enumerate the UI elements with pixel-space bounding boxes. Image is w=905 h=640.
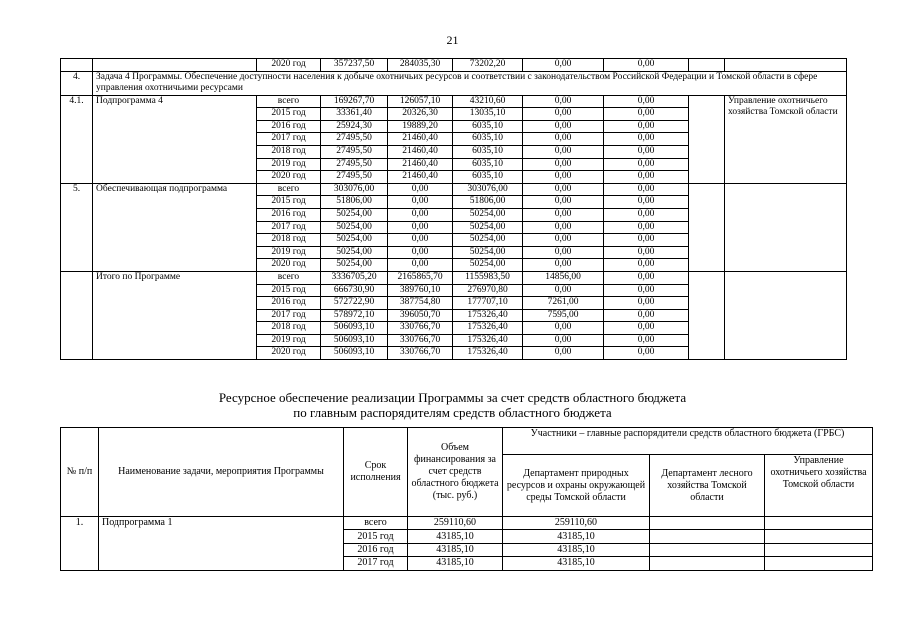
value-cell: 27495,50 [321, 145, 388, 158]
num-cell: 4.1. [61, 95, 93, 183]
header-name: Наименование задачи, мероприятия Программы [99, 428, 344, 517]
value-cell: 0,00 [604, 246, 689, 259]
value-cell: 0,00 [604, 221, 689, 234]
value-cell: 276970,80 [453, 284, 523, 297]
value-cell: 0,00 [388, 221, 453, 234]
header-dept-forestry: Департамент лесного хозяйства Томской области [650, 455, 765, 517]
spacer-cell [689, 59, 725, 72]
dept-natural-resources-cell: 43185,10 [503, 557, 650, 570]
name-cell: Подпрограмма 4 [93, 95, 257, 183]
value-cell: 0,00 [604, 309, 689, 322]
value-cell: 303076,00 [321, 183, 388, 196]
value-cell: 0,00 [523, 59, 604, 72]
year-cell: 2019 год [257, 334, 321, 347]
value-cell: 666730,90 [321, 284, 388, 297]
year-cell: 2017 год [344, 557, 408, 570]
value-cell: 13035,10 [453, 108, 523, 121]
header-term: Срок исполнения [344, 428, 408, 517]
value-cell: 0,00 [388, 234, 453, 247]
value-cell: 0,00 [523, 133, 604, 146]
dept-forestry-cell [650, 517, 765, 530]
dept-natural-resources-cell: 43185,10 [503, 543, 650, 556]
value-cell: 396050,70 [388, 309, 453, 322]
value-cell: 0,00 [523, 158, 604, 171]
value-cell: 0,00 [604, 284, 689, 297]
table-row [61, 517, 873, 530]
year-cell: 2020 год [257, 259, 321, 272]
value-cell: 6035,10 [453, 158, 523, 171]
dept-natural-resources-cell: 259110,60 [503, 517, 650, 530]
value-cell: 0,00 [604, 322, 689, 335]
value-cell: 169267,70 [321, 95, 388, 108]
funding-table-continued [60, 58, 847, 360]
value-cell: 6035,10 [453, 133, 523, 146]
dept-hunting-cell [765, 517, 873, 530]
year-cell: 2015 год [344, 530, 408, 543]
spacer-cell [689, 271, 725, 359]
year-cell: 2015 год [257, 108, 321, 121]
value-cell: 506093,10 [321, 322, 388, 335]
spacer-cell [689, 183, 725, 271]
value-cell: 0,00 [523, 208, 604, 221]
dept-hunting-cell [765, 557, 873, 570]
value-cell: 0,00 [388, 246, 453, 259]
volume-cell: 43185,10 [408, 543, 503, 556]
num-cell [61, 271, 93, 359]
dept-hunting-cell [765, 530, 873, 543]
name-cell: Обеспечивающая подпрограмма [93, 183, 257, 271]
task-row [61, 71, 847, 95]
value-cell: 50254,00 [321, 259, 388, 272]
value-cell: 27495,50 [321, 158, 388, 171]
value-cell: 27495,50 [321, 133, 388, 146]
page-number: 21 [446, 33, 459, 47]
value-cell: 73202,20 [453, 59, 523, 72]
num-cell: 5. [61, 183, 93, 271]
year-cell: 2018 год [257, 322, 321, 335]
value-cell: 387754,80 [388, 297, 453, 310]
year-cell: всего [257, 183, 321, 196]
year-cell: 2015 год [257, 284, 321, 297]
value-cell: 20326,30 [388, 108, 453, 121]
value-cell: 175326,40 [453, 309, 523, 322]
dept-forestry-cell [650, 530, 765, 543]
name-cell: Подпрограмма 1 [99, 517, 344, 571]
value-cell: 0,00 [523, 171, 604, 184]
executor-cell [725, 271, 847, 359]
header-dept-hunting: Управление охотничьего хозяйства Томской области [765, 455, 873, 517]
value-cell: 0,00 [604, 334, 689, 347]
year-cell: 2020 год [257, 347, 321, 360]
value-cell: 357237,50 [321, 59, 388, 72]
value-cell: 578972,10 [321, 309, 388, 322]
volume-cell: 43185,10 [408, 530, 503, 543]
value-cell: 330766,70 [388, 334, 453, 347]
value-cell: 0,00 [523, 120, 604, 133]
volume-cell: 43185,10 [408, 557, 503, 570]
value-cell: 330766,70 [388, 322, 453, 335]
value-cell: 7261,00 [523, 297, 604, 310]
value-cell: 51806,00 [453, 196, 523, 209]
value-cell: 330766,70 [388, 347, 453, 360]
table-row [61, 95, 847, 108]
value-cell: 0,00 [604, 259, 689, 272]
value-cell: 21460,40 [388, 171, 453, 184]
value-cell: 0,00 [604, 208, 689, 221]
value-cell: 50254,00 [321, 221, 388, 234]
year-cell: 2015 год [257, 196, 321, 209]
value-cell: 0,00 [523, 183, 604, 196]
year-cell: всего [344, 517, 408, 530]
value-cell: 21460,40 [388, 133, 453, 146]
task-num: 4. [61, 71, 93, 95]
header-num: № п/п [61, 428, 99, 517]
value-cell: 0,00 [523, 221, 604, 234]
year-cell: 2017 год [257, 309, 321, 322]
grbs-funding-table [60, 427, 873, 571]
value-cell: 0,00 [604, 196, 689, 209]
volume-cell: 259110,60 [408, 517, 503, 530]
value-cell: 0,00 [523, 322, 604, 335]
value-cell: 51806,00 [321, 196, 388, 209]
value-cell: 175326,40 [453, 334, 523, 347]
num-cell: 1. [61, 517, 99, 571]
value-cell: 43210,60 [453, 95, 523, 108]
value-cell: 33361,40 [321, 108, 388, 121]
value-cell: 0,00 [523, 347, 604, 360]
spacer-cell [689, 95, 725, 183]
value-cell: 0,00 [604, 171, 689, 184]
value-cell: 0,00 [604, 59, 689, 72]
value-cell: 175326,40 [453, 322, 523, 335]
value-cell: 3336705,20 [321, 271, 388, 284]
name-cell: Итого по Программе [93, 271, 257, 359]
dept-forestry-cell [650, 543, 765, 556]
value-cell: 21460,40 [388, 145, 453, 158]
year-cell: 2017 год [257, 221, 321, 234]
dept-natural-resources-cell: 43185,10 [503, 530, 650, 543]
header-dept-natural-resources: Департамент природных ресурсов и охраны окружающей среды Томской области [503, 455, 650, 517]
value-cell: 177707,10 [453, 297, 523, 310]
year-cell: 2020 год [257, 59, 321, 72]
value-cell: 6035,10 [453, 120, 523, 133]
value-cell: 21460,40 [388, 158, 453, 171]
value-cell: 0,00 [523, 196, 604, 209]
year-cell: 2019 год [257, 246, 321, 259]
value-cell: 284035,30 [388, 59, 453, 72]
value-cell: 0,00 [604, 108, 689, 121]
task-text: Задача 4 Программы. Обеспечение доступности населения к добыче охотничьих ресурсов и соответствии с законодательством Российской Федерации и Томской области в сфере управления охотничьими ресурсами [93, 71, 847, 95]
value-cell: 0,00 [388, 259, 453, 272]
value-cell: 50254,00 [453, 208, 523, 221]
value-cell: 0,00 [604, 133, 689, 146]
value-cell: 0,00 [604, 347, 689, 360]
value-cell: 6035,10 [453, 145, 523, 158]
value-cell: 0,00 [523, 246, 604, 259]
value-cell: 50254,00 [453, 234, 523, 247]
value-cell: 0,00 [604, 145, 689, 158]
value-cell: 7595,00 [523, 309, 604, 322]
table-row [61, 59, 847, 72]
value-cell: 0,00 [604, 120, 689, 133]
dept-hunting-cell [765, 543, 873, 556]
executor-cell [725, 59, 847, 72]
value-cell: 0,00 [523, 145, 604, 158]
value-cell: 50254,00 [453, 221, 523, 234]
section-title-line-1: Ресурсное обеспечение реализации Программы за счет средств областного бюджета [218, 390, 687, 405]
value-cell: 6035,10 [453, 171, 523, 184]
value-cell: 0,00 [604, 234, 689, 247]
value-cell: 303076,00 [453, 183, 523, 196]
value-cell: 0,00 [604, 158, 689, 171]
value-cell: 14856,00 [523, 271, 604, 284]
value-cell: 19889,20 [388, 120, 453, 133]
value-cell: 572722,90 [321, 297, 388, 310]
value-cell: 50254,00 [321, 234, 388, 247]
value-cell: 0,00 [523, 334, 604, 347]
year-cell: 2016 год [257, 120, 321, 133]
year-cell: 2020 год [257, 171, 321, 184]
value-cell: 0,00 [523, 259, 604, 272]
year-cell: всего [257, 271, 321, 284]
value-cell: 1155983,50 [453, 271, 523, 284]
year-cell: 2017 год [257, 133, 321, 146]
value-cell: 0,00 [604, 297, 689, 310]
dept-forestry-cell [650, 557, 765, 570]
value-cell: 0,00 [523, 108, 604, 121]
value-cell: 0,00 [523, 284, 604, 297]
value-cell: 0,00 [388, 196, 453, 209]
value-cell: 0,00 [523, 95, 604, 108]
year-cell: 2016 год [257, 297, 321, 310]
value-cell: 2165865,70 [388, 271, 453, 284]
header-volume: Объем финансирования за счет средств областного бюджета (тыс. руб.) [408, 428, 503, 517]
value-cell: 50254,00 [321, 246, 388, 259]
year-cell: 2019 год [257, 158, 321, 171]
executor-cell [725, 183, 847, 271]
value-cell: 126057,10 [388, 95, 453, 108]
header-participants: Участники – главные распорядители средств областного бюджета (ГРБС) [503, 428, 873, 455]
value-cell: 0,00 [604, 183, 689, 196]
year-cell: всего [257, 95, 321, 108]
name-cell [93, 59, 257, 72]
value-cell: 389760,10 [388, 284, 453, 297]
value-cell: 175326,40 [453, 347, 523, 360]
value-cell: 0,00 [604, 95, 689, 108]
value-cell: 506093,10 [321, 334, 388, 347]
year-cell: 2016 год [344, 543, 408, 556]
section-title-line-2: по главным распорядителям средств областного бюджета [293, 405, 612, 420]
year-cell: 2018 год [257, 145, 321, 158]
year-cell: 2018 год [257, 234, 321, 247]
value-cell: 0,00 [388, 183, 453, 196]
value-cell: 0,00 [604, 271, 689, 284]
value-cell: 506093,10 [321, 347, 388, 360]
year-cell: 2016 год [257, 208, 321, 221]
value-cell: 50254,00 [321, 208, 388, 221]
value-cell: 50254,00 [453, 246, 523, 259]
value-cell: 25924,30 [321, 120, 388, 133]
num-cell [61, 59, 93, 72]
value-cell: 0,00 [388, 208, 453, 221]
value-cell: 50254,00 [453, 259, 523, 272]
table-row [61, 271, 847, 284]
value-cell: 0,00 [523, 234, 604, 247]
value-cell: 27495,50 [321, 171, 388, 184]
table-row [61, 183, 847, 196]
executor-cell: Управление охотничьего хозяйства Томской области [725, 95, 847, 183]
